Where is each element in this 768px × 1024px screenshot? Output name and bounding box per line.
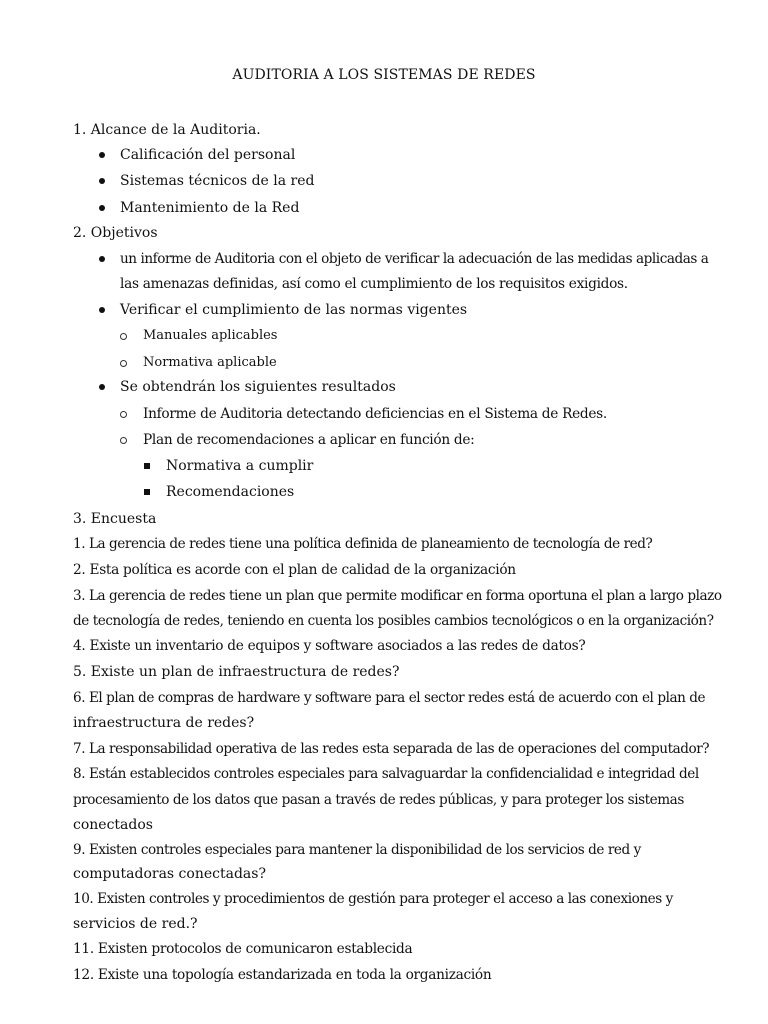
objetivo-subsubitem: Normativa a cumplir <box>166 458 314 474</box>
objetivo-subitem: Normativa aplicable <box>143 355 277 370</box>
alcance-item: Mantenimiento de la Red <box>120 200 300 216</box>
objetivo-subitem: Informe de Auditoria detectando deficiencias en el Sistema de Redes. <box>143 406 607 422</box>
circle-bullet-icon <box>120 437 127 444</box>
document-title: AUDITORIA A LOS SISTEMAS DE REDES <box>232 67 536 83</box>
objetivos-heading: 2. Objetivos <box>73 225 158 241</box>
encuesta-question: 6. El plan de compras de hardware y software para el sector redes está de acuerdo con el plan de <box>73 690 706 706</box>
encuesta-question: 3. La gerencia de redes tiene un plan que permite modificar en forma oportuna el plan a largo plazo <box>73 588 722 604</box>
encuesta-question: 4. Existe un inventario de equipos y software asociados a las redes de datos? <box>73 638 586 654</box>
disc-bullet-icon <box>99 384 105 390</box>
disc-bullet-icon <box>99 256 105 262</box>
alcance-heading: 1. Alcance de la Auditoria. <box>73 122 261 138</box>
encuesta-question: conectados <box>73 817 153 833</box>
encuesta-question: 8. Están establecidos controles especiales para salvaguardar la confidencialidad e integridad del <box>73 766 699 782</box>
encuesta-question: 2. Esta política es acorde con el plan de calidad de la organización <box>73 562 516 578</box>
encuesta-question: computadoras conectadas? <box>73 866 266 882</box>
objetivo-text: un informe de Auditoria con el objeto de verificar la adecuación de las medidas aplicadas a <box>120 251 709 267</box>
encuesta-question: de tecnología de redes, teniendo en cuenta los posibles cambios tecnológicos o en la organización? <box>73 613 714 629</box>
encuesta-heading: 3. Encuesta <box>73 511 157 527</box>
objetivo-text: Se obtendrán los siguientes resultados <box>120 379 396 395</box>
disc-bullet-icon <box>99 178 105 184</box>
encuesta-question: 12. Existe una topología estandarizada en toda la organización <box>73 967 492 983</box>
objetivo-text: las amenazas definidas, así como el cumplimiento de los requisitos exigidos. <box>120 276 628 292</box>
alcance-item: Sistemas técnicos de la red <box>120 173 315 189</box>
disc-bullet-icon <box>99 152 105 158</box>
encuesta-question: 9. Existen controles especiales para mantener la disponibilidad de los servicios de red y <box>73 842 641 858</box>
circle-bullet-icon <box>120 333 127 340</box>
encuesta-question: procesamiento de los datos que pasan a través de redes públicas, y para proteger los sistemas <box>73 792 684 808</box>
encuesta-question: 7. La responsabilidad operativa de las redes esta separada de las de operaciones del computador? <box>73 741 710 757</box>
encuesta-question: 10. Existen controles y procedimientos de gestión para proteger el acceso a las conexiones y <box>73 891 673 907</box>
objetivo-subitem: Plan de recomendaciones a aplicar en función de: <box>143 432 475 448</box>
encuesta-question: servicios de red.? <box>73 916 198 932</box>
encuesta-question: 1. La gerencia de redes tiene una política definida de planeamiento de tecnología de red? <box>73 536 653 552</box>
objetivo-subsubitem: Recomendaciones <box>166 484 295 500</box>
square-bullet-icon <box>144 489 150 495</box>
encuesta-question: 5. Existe un plan de infraestructura de redes? <box>73 664 400 680</box>
alcance-item: Calificación del personal <box>120 147 296 163</box>
circle-bullet-icon <box>120 360 127 367</box>
circle-bullet-icon <box>120 411 127 418</box>
encuesta-question: infraestructura de redes? <box>73 715 255 731</box>
square-bullet-icon <box>144 463 150 469</box>
disc-bullet-icon <box>99 307 105 313</box>
encuesta-question: 11. Existen protocolos de comunicaron establecida <box>73 941 413 957</box>
objetivo-subitem: Manuales aplicables <box>143 328 278 343</box>
objetivo-text: Verificar el cumplimiento de las normas vigentes <box>120 302 468 318</box>
disc-bullet-icon <box>99 205 105 211</box>
